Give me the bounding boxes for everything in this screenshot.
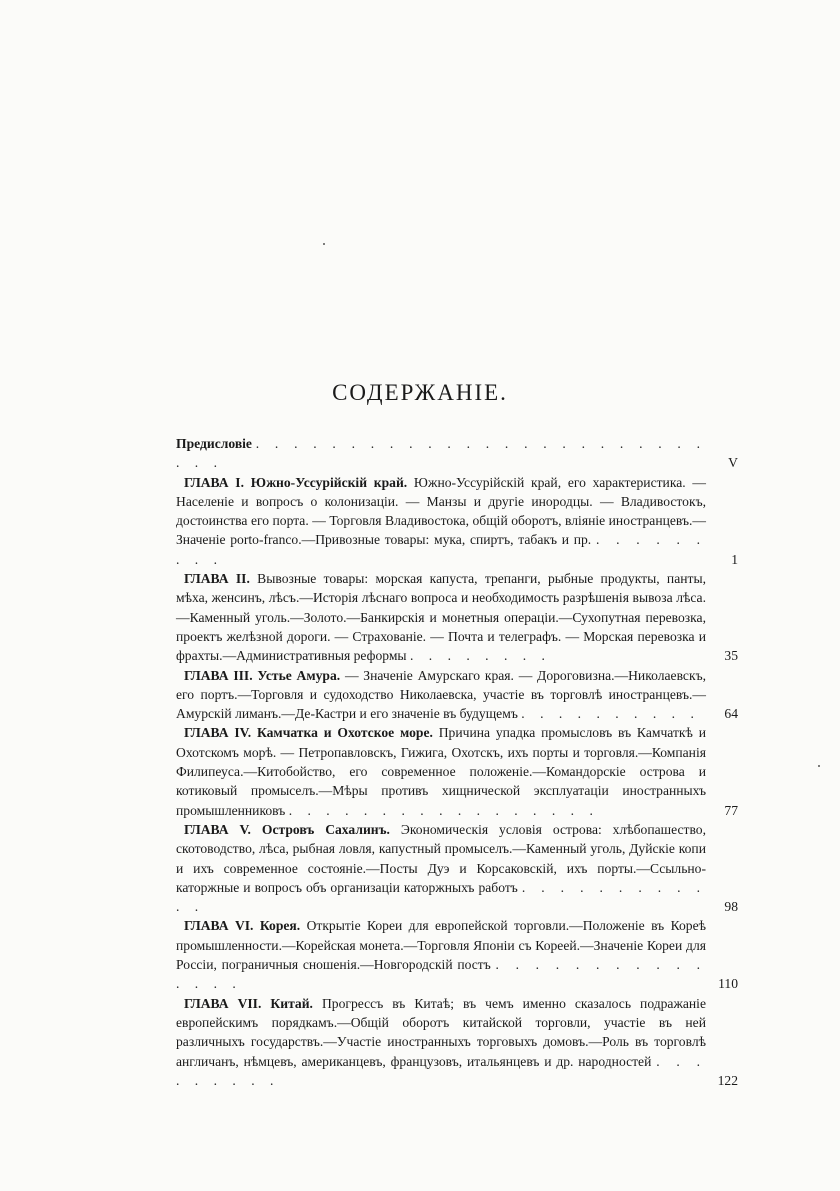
toc-entry-heading: ГЛАВА V. Островъ Сахалинъ. bbox=[184, 821, 390, 837]
toc-entry-description: Экономическiя условiя острова: хлѣбопашество, скотоводство, лѣса, рыбная ловля, капустный промыселъ.—Каменный уголь, Дуйскiе копи и ихъ современное состоянiе.—Посты Дуэ и Корсаковскiй, ихъ порты.—Ссыльно-каторжные и вопросъ объ организацiи каторжныхъ работъ bbox=[176, 821, 706, 895]
scan-speck bbox=[818, 765, 820, 767]
toc-page-number: 77 bbox=[720, 801, 738, 820]
scan-speck bbox=[323, 243, 325, 245]
toc-entry-heading: ГЛАВА IV. Камчатка и Охотское море. bbox=[184, 725, 433, 741]
toc-entry-description: Открытiе Кореи для европейской торговли.—Положенiе въ Кореѣ промышленности.—Корейская монета.—Торговля Японiи съ Кореей.—Значенiе Кореи для Россiи, пограничныя сношенiя.—Новгородскiй постъ bbox=[176, 918, 706, 973]
table-of-contents bbox=[176, 434, 738, 1090]
toc-page-number: 122 bbox=[714, 1071, 738, 1090]
toc-entry-description: Прогрессъ въ Китаѣ; въ чемъ именно сказалось подражанiе европейскимъ порядкамъ.—Общiй оборотъ китайской торговли, участiе въ ней различныхъ государствъ.—Участiе иностранныхъ торговыхъ домовъ.—Роль въ торговлѣ англичанъ, нѣмцевъ, американцевъ, французовъ, итальянцевъ и др. народностей bbox=[176, 995, 706, 1069]
toc-entry-heading: Предисловiе bbox=[176, 436, 252, 451]
toc-entry-heading: ГЛАВА II. bbox=[184, 571, 250, 587]
toc-entry-heading: ГЛАВА VI. Корея. bbox=[184, 918, 301, 934]
toc-entry-description: Южно-Уссурiйскiй край, его характеристика. — Населенiе и вопросъ о колонизацiи. — Манзы и другiе инородцы. — Владивостокъ, достоинства его порта. — Торговля Владивостока, общiй оборотъ, влiянiе иностранцевъ.—Значенiе porto-franco.—Привозные товары: мука, спиртъ, табакъ и пр. bbox=[176, 474, 706, 548]
toc-entry: ГЛАВА V. Островъ Сахалинъ. Экономическiя условiя острова: хлѣбопашество, скотоводство, лѣса, рыбная ловля, капустный промыселъ.—Каменный уголь, Дуйскiе копи и ихъ современное состоянiе.—Посты Дуэ и Корсаковскiй, ихъ порты.—Ссыльно-каторжные и вопросъ объ организацiи каторжныхъ работъ . . . . . . . . . . . . 98 bbox=[176, 820, 738, 916]
toc-entry-heading: ГЛАВА I. Южно-Уссурiйскiй край. bbox=[184, 474, 408, 490]
toc-page-number: V bbox=[724, 453, 738, 472]
toc-entry: ГЛАВА I. Южно-Уссурiйскiй край. Южно-Уссурiйскiй край, его характеристика. — Населенiе и вопросъ о колонизацiи. — Манзы и другiе инородцы. — Владивостокъ, достоинства его порта. — Торговля Владивостока, общiй оборотъ, влiянiе иностранцевъ.—Значенiе porto-franco.—Привозные товары: мука, спиртъ, табакъ и пр. . . . . . . . . . 1 bbox=[176, 473, 738, 569]
toc-entry-heading: ГЛАВА VII. Китай. bbox=[184, 995, 313, 1011]
toc-page-number: 110 bbox=[714, 974, 738, 993]
toc-entry: ГЛАВА VII. Китай. Прогрессъ въ Китаѣ; въ чемъ именно сказалось подражанiе европейскимъ порядкамъ.—Общiй оборотъ китайской торговли, участiе въ ней различныхъ государствъ.—Участiе иностранныхъ торговыхъ домовъ.—Роль въ торговлѣ англичанъ, нѣмцевъ, американцевъ, французовъ, итальянцевъ и др. народностей . . . . . . . . . 122 bbox=[176, 994, 738, 1090]
toc-entry: ГЛАВА IV. Камчатка и Охотское море. Причина упадка промысловъ въ Камчаткѣ и Охотскомъ морѣ. — Петропавловскъ, Гижига, Охотскъ, ихъ порты и торговля.—Компанiя Филипеуса.—Китобойство, его современное положенiе.—Командорскiе острова и котиковый промыселъ.—Мѣры противъ хищнической эксплуатацiи иностранныхъ промышленниковъ . . . . . . . . . . . . . . . . . 77 bbox=[176, 723, 738, 819]
toc-page-number: 1 bbox=[727, 550, 738, 569]
toc-page-number: 35 bbox=[720, 646, 738, 665]
toc-entry-description: — Значенiе Амурскаго края. — Дороговизна.—Николаевскъ, его портъ.—Торговля и судоходство Николаевска, участiе въ торговлѣ иностранцевъ.—Амурскiй лиманъ.—Де-Кастри и его значенiе въ будущемъ bbox=[176, 667, 706, 722]
toc-page-number: 64 bbox=[720, 704, 738, 723]
toc-page-number: 98 bbox=[720, 897, 738, 916]
toc-entry: ГЛАВА VI. Корея. Открытiе Кореи для европейской торговли.—Положенiе въ Кореѣ промышленности.—Корейская монета.—Торговля Японiи съ Кореей.—Значенiе Кореи для Россiи, пограничныя сношенiя.—Новгородскiй постъ . . . . . . . . . . . . . . . 110 bbox=[176, 916, 738, 993]
toc-entry-description: Вывозные товары: морская капуста, трепанги, рыбные продукты, панты, мѣха, женсинъ, лѣсъ.—Исторiя лѣснаго вопроса и необходимость разрѣшенiя вывоза лѣса.—Каменный уголь.—Золото.—Банкирскiя и монетныя операцiи.—Сухопутная перевозка, проектъ желѣзной дороги. — Страхованiе. — Почта и телеграфъ. — Морская перевозка и фрахты.—Административныя реформы bbox=[176, 571, 706, 664]
toc-entry-description: Причина упадка промысловъ въ Камчаткѣ и Охотскомъ морѣ. — Петропавловскъ, Гижига, Охотскъ, ихъ порты и торговля.—Компанiя Филипеуса.—Китобойство, его современное положенiе.—Командорскiе острова и котиковый промыселъ.—Мѣры противъ хищнической эксплуатацiи иностранныхъ промышленниковъ bbox=[176, 725, 706, 818]
toc-entry: ГЛАВА III. Устье Амура. — Значенiе Амурскаго края. — Дороговизна.—Николаевскъ, его портъ.—Торговля и судоходство Николаевска, участiе въ торговлѣ иностранцевъ.—Амурскiй лиманъ.—Де-Кастри и его значенiе въ будущемъ . . . . . . . . . . 64 bbox=[176, 666, 738, 724]
toc-entry: ГЛАВА II. Вывозные товары: морская капуста, трепанги, рыбные продукты, панты, мѣха, женсинъ, лѣсъ.—Исторiя лѣснаго вопроса и необходимость разрѣшенiя вывоза лѣса.—Каменный уголь.—Золото.—Банкирскiя и монетныя операцiи.—Сухопутная перевозка, проектъ желѣзной дороги. — Страхованiе. — Почта и телеграфъ. — Морская перевозка и фрахты.—Административныя реформы . . . . . . . . 35 bbox=[176, 569, 738, 665]
toc-entry: Предисловiе . . . . . . . . . . . . . . . . . . . . . . . . . . . V bbox=[176, 434, 738, 473]
toc-entry-heading: ГЛАВА III. Устье Амура. bbox=[184, 667, 341, 683]
page-title: СОДЕРЖАНIЕ. bbox=[332, 380, 508, 405]
